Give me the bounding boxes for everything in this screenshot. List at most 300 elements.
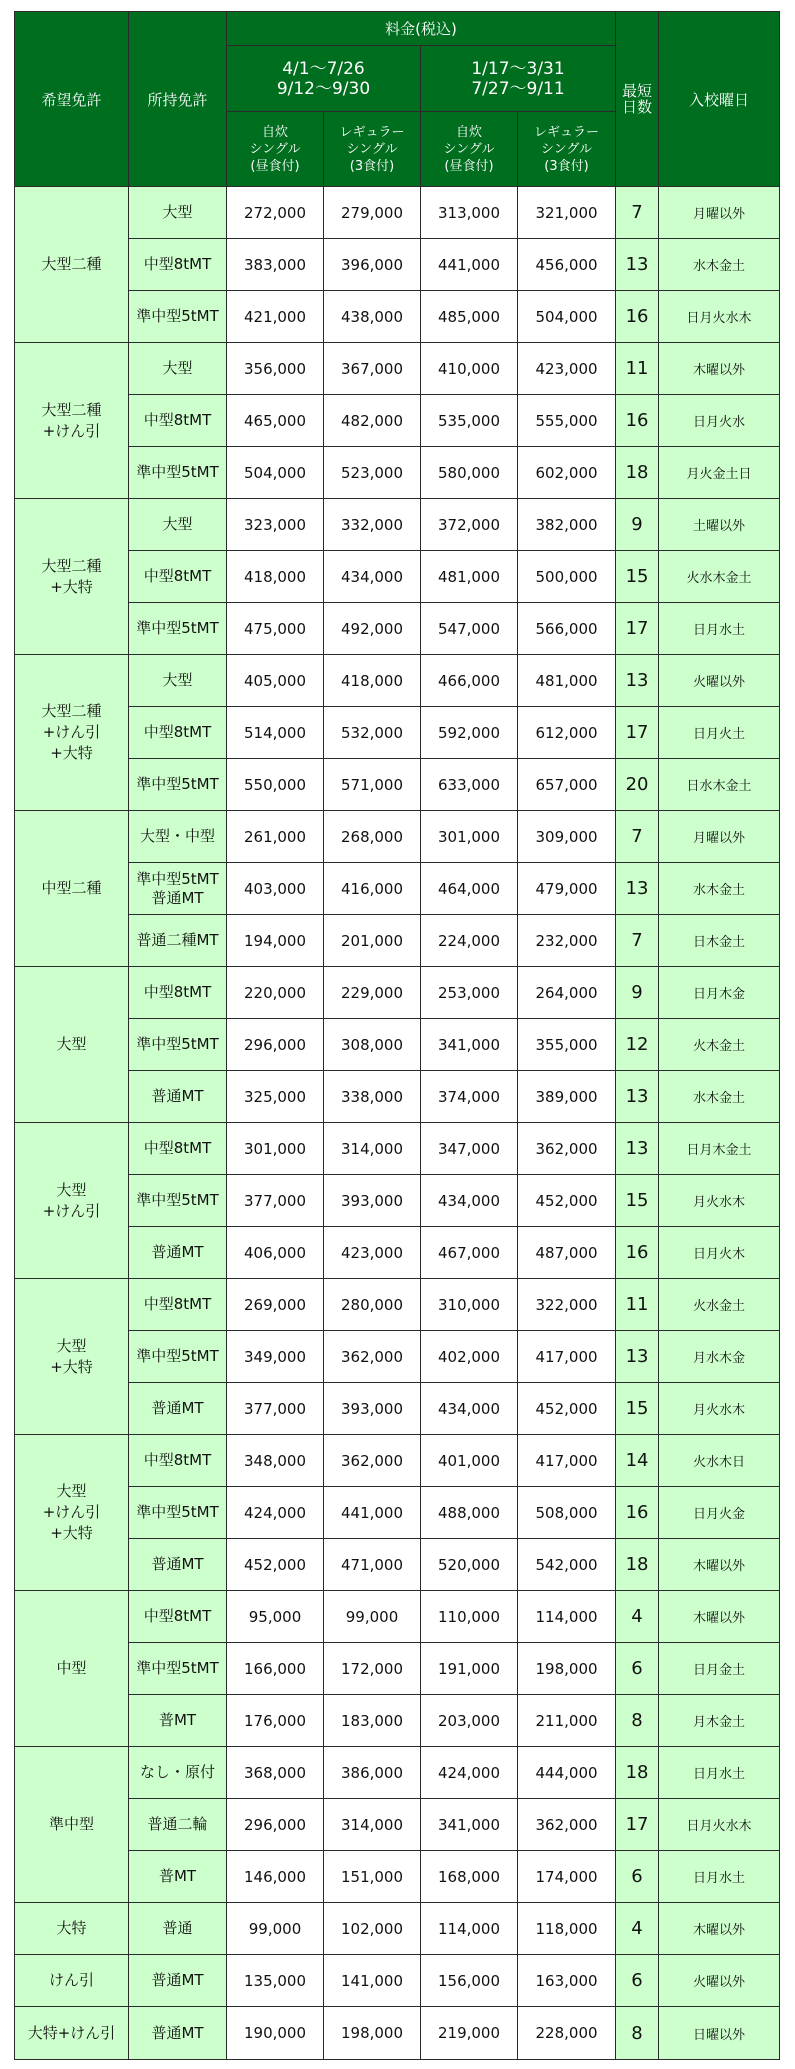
start-weekday-cell: 水木金土 (659, 239, 780, 291)
price-cell: 633,000 (421, 759, 518, 811)
own-license-cell (129, 1903, 227, 1955)
own-license-cell (129, 1643, 227, 1695)
price-cell: 349,000 (227, 1331, 324, 1383)
table-row (15, 1747, 780, 1799)
table-row (15, 2007, 780, 2060)
want-license-cell (15, 2007, 129, 2060)
price-cell: 198,000 (518, 1643, 616, 1695)
price-cell: 269,000 (227, 1279, 324, 1331)
price-cell: 362,000 (518, 1799, 616, 1851)
price-cell: 264,000 (518, 967, 616, 1019)
header-start-weekday: 入校曜日 (659, 12, 780, 187)
price-cell: 190,000 (227, 2007, 324, 2060)
price-cell: 441,000 (421, 239, 518, 291)
want-license-text: 大型二種 (41, 255, 102, 273)
price-cell: 296,000 (227, 1019, 324, 1071)
own-license-text: 中型8tMT (143, 1139, 212, 1157)
own-license-text: 中型8tMT (143, 1451, 212, 1469)
own-license-cell (129, 343, 227, 395)
min-days-cell: 15 (616, 1383, 659, 1435)
price-cell: 488,000 (421, 1487, 518, 1539)
price-cell: 452,000 (227, 1539, 324, 1591)
own-license-text: 準中型5tMT (136, 869, 219, 888)
table-row (15, 1487, 780, 1539)
own-license-cell (129, 1747, 227, 1799)
start-weekday-cell: 火木金土 (659, 1019, 780, 1071)
min-days-cell: 18 (616, 1747, 659, 1799)
start-weekday-cell: 日水木金土 (659, 759, 780, 811)
start-weekday-cell: 木曜以外 (659, 1591, 780, 1643)
want-license-text: 大型 (56, 1035, 87, 1053)
price-cell: 321,000 (518, 187, 616, 239)
price-cell: 466,000 (421, 655, 518, 707)
own-license-text: 普通MT (151, 888, 204, 907)
start-weekday-cell: 木曜以外 (659, 1903, 780, 1955)
want-license-text: +けん引 (42, 421, 101, 440)
own-license-cell (129, 239, 227, 291)
price-cell: 362,000 (518, 1123, 616, 1175)
min-days-cell: 7 (616, 187, 659, 239)
table-row (15, 1903, 780, 1955)
price-cell: 481,000 (518, 655, 616, 707)
header-period-a: 4/1～7/26 9/12～9/30 (227, 46, 421, 112)
price-cell: 485,000 (421, 291, 518, 343)
price-cell: 416,000 (324, 863, 421, 915)
own-license-text: 中型8tMT (143, 983, 212, 1001)
own-license-text: 大型・中型 (139, 827, 215, 845)
min-days-cell: 17 (616, 1799, 659, 1851)
want-license-text: 大型 (56, 1482, 87, 1500)
own-license-text: 普通二輪 (147, 1815, 208, 1833)
price-cell: 566,000 (518, 603, 616, 655)
own-license-cell (129, 759, 227, 811)
own-license-cell (129, 1799, 227, 1851)
start-weekday-cell: 火水木日 (659, 1435, 780, 1487)
start-weekday-cell: 月曜以外 (659, 187, 780, 239)
price-cell: 377,000 (227, 1383, 324, 1435)
start-weekday-cell: 月火水木 (659, 1175, 780, 1227)
own-license-text: 中型8tMT (143, 1607, 212, 1625)
own-license-cell (129, 187, 227, 239)
want-license-text: +大特 (50, 1357, 93, 1376)
price-cell: 580,000 (421, 447, 518, 499)
want-license-text: +けん引 (42, 723, 101, 741)
table-row (15, 395, 780, 447)
min-days-cell: 16 (616, 1487, 659, 1539)
price-cell: 156,000 (421, 1955, 518, 2007)
price-cell: 452,000 (518, 1383, 616, 1435)
price-cell: 481,000 (421, 551, 518, 603)
price-cell: 362,000 (324, 1331, 421, 1383)
want-license-text: +けん引 (42, 1503, 101, 1521)
price-cell: 166,000 (227, 1643, 324, 1695)
price-cell: 508,000 (518, 1487, 616, 1539)
price-cell: 535,000 (421, 395, 518, 447)
header-self-single-b: 自炊 シングル (昼食付) (421, 112, 518, 187)
min-days-cell: 12 (616, 1019, 659, 1071)
price-cell: 198,000 (324, 2007, 421, 2060)
price-cell: 500,000 (518, 551, 616, 603)
price-cell: 402,000 (421, 1331, 518, 1383)
price-cell: 532,000 (324, 707, 421, 759)
own-license-cell (129, 1487, 227, 1539)
price-cell: 571,000 (324, 759, 421, 811)
price-cell: 393,000 (324, 1175, 421, 1227)
price-cell: 555,000 (518, 395, 616, 447)
own-license-cell (129, 1383, 227, 1435)
price-cell: 279,000 (324, 187, 421, 239)
min-days-cell: 8 (616, 1695, 659, 1747)
start-weekday-cell: 水木金土 (659, 1071, 780, 1123)
start-weekday-cell: 木曜以外 (659, 343, 780, 395)
price-cell: 135,000 (227, 1955, 324, 2007)
price-cell: 114,000 (518, 1591, 616, 1643)
price-cell: 475,000 (227, 603, 324, 655)
own-license-cell (129, 1955, 227, 2007)
own-license-text: 普通MT (151, 1087, 204, 1105)
price-cell: 118,000 (518, 1903, 616, 1955)
table-row (15, 1643, 780, 1695)
price-cell: 504,000 (227, 447, 324, 499)
start-weekday-cell: 日月水土 (659, 603, 780, 655)
want-license-text: 準中型 (48, 1815, 94, 1833)
want-license-cell (15, 1435, 129, 1591)
want-license-text: 大型二種 (41, 556, 102, 575)
start-weekday-cell: 月水木金 (659, 1331, 780, 1383)
own-license-text: 準中型5tMT (136, 1035, 219, 1053)
table-row (15, 1851, 780, 1903)
own-license-text: 普通MT (151, 1243, 204, 1261)
min-days-cell: 7 (616, 811, 659, 863)
table-row (15, 707, 780, 759)
want-license-text: 中型二種 (41, 879, 102, 897)
own-license-cell (129, 1175, 227, 1227)
price-table-container (14, 11, 780, 2060)
own-license-cell (129, 863, 227, 915)
price-cell: 467,000 (421, 1227, 518, 1279)
min-days-cell: 14 (616, 1435, 659, 1487)
table-row (15, 1955, 780, 2007)
own-license-cell (129, 395, 227, 447)
price-cell: 396,000 (324, 239, 421, 291)
start-weekday-cell: 木曜以外 (659, 1539, 780, 1591)
want-license-cell (15, 811, 129, 967)
want-license-cell (15, 967, 129, 1123)
price-cell: 406,000 (227, 1227, 324, 1279)
start-weekday-cell: 日月水土 (659, 1851, 780, 1903)
want-license-text: +大特 (50, 744, 93, 762)
min-days-cell: 11 (616, 1279, 659, 1331)
table-row (15, 1435, 780, 1487)
own-license-cell (129, 1019, 227, 1071)
price-cell: 102,000 (324, 1903, 421, 1955)
price-cell: 547,000 (421, 603, 518, 655)
start-weekday-cell: 月火金土日 (659, 447, 780, 499)
price-cell: 296,000 (227, 1799, 324, 1851)
own-license-text: 中型8tMT (143, 723, 212, 741)
start-weekday-cell: 日曜以外 (659, 2007, 780, 2060)
price-cell: 405,000 (227, 655, 324, 707)
want-license-cell (15, 1903, 129, 1955)
price-cell: 163,000 (518, 1955, 616, 2007)
price-cell: 401,000 (421, 1435, 518, 1487)
start-weekday-cell: 水木金土 (659, 863, 780, 915)
table-row (15, 1175, 780, 1227)
price-cell: 418,000 (227, 551, 324, 603)
min-days-cell: 7 (616, 915, 659, 967)
own-license-text: 普通MT (151, 1555, 204, 1573)
price-cell: 308,000 (324, 1019, 421, 1071)
price-cell: 386,000 (324, 1747, 421, 1799)
price-cell: 550,000 (227, 759, 324, 811)
own-license-text: 大型 (162, 203, 193, 221)
min-days-cell: 9 (616, 499, 659, 551)
price-cell: 151,000 (324, 1851, 421, 1903)
price-cell: 174,000 (518, 1851, 616, 1903)
min-days-cell: 6 (616, 1643, 659, 1695)
price-cell: 355,000 (518, 1019, 616, 1071)
want-license-cell (15, 1279, 129, 1435)
price-cell: 348,000 (227, 1435, 324, 1487)
min-days-cell: 6 (616, 1851, 659, 1903)
price-cell: 332,000 (324, 499, 421, 551)
price-cell: 280,000 (324, 1279, 421, 1331)
min-days-cell: 15 (616, 551, 659, 603)
price-cell: 423,000 (324, 1227, 421, 1279)
price-cell: 201,000 (324, 915, 421, 967)
price-cell: 229,000 (324, 967, 421, 1019)
price-cell: 325,000 (227, 1071, 324, 1123)
price-cell: 456,000 (518, 239, 616, 291)
own-license-text: 普MT (158, 1867, 197, 1885)
header-price: 料金(税込) (227, 12, 616, 46)
own-license-text: 大型 (162, 671, 193, 689)
want-license-text: けん引 (48, 1971, 94, 1989)
start-weekday-cell: 日月木金土 (659, 1123, 780, 1175)
own-license-cell (129, 967, 227, 1019)
own-license-cell (129, 707, 227, 759)
want-license-cell (15, 1747, 129, 1903)
own-license-text: 準中型5tMT (136, 775, 219, 793)
min-days-cell: 18 (616, 447, 659, 499)
table-row (15, 1799, 780, 1851)
header-regular-single-a: レギュラー シングル (3食付) (324, 112, 421, 187)
price-cell: 338,000 (324, 1071, 421, 1123)
price-cell: 403,000 (227, 863, 324, 915)
price-cell: 253,000 (421, 967, 518, 1019)
start-weekday-cell: 火曜以外 (659, 655, 780, 707)
min-days-cell: 4 (616, 1903, 659, 1955)
start-weekday-cell: 日月火土 (659, 707, 780, 759)
price-cell: 191,000 (421, 1643, 518, 1695)
start-weekday-cell: 日月水土 (659, 1747, 780, 1799)
price-cell: 542,000 (518, 1539, 616, 1591)
table-row (15, 915, 780, 967)
min-days-cell: 18 (616, 1539, 659, 1591)
min-days-cell: 16 (616, 1227, 659, 1279)
table-row (15, 551, 780, 603)
own-license-text: 普通MT (151, 2023, 204, 2042)
min-days-cell: 4 (616, 1591, 659, 1643)
start-weekday-cell: 火水木金土 (659, 551, 780, 603)
price-cell: 410,000 (421, 343, 518, 395)
min-days-cell: 9 (616, 967, 659, 1019)
own-license-cell (129, 447, 227, 499)
min-days-cell: 6 (616, 1955, 659, 2007)
price-cell: 301,000 (227, 1123, 324, 1175)
table-row (15, 1019, 780, 1071)
start-weekday-cell: 日月火水木 (659, 1799, 780, 1851)
table-row (15, 863, 780, 915)
price-cell: 99,000 (227, 1903, 324, 1955)
want-license-cell (15, 1591, 129, 1747)
min-days-cell: 13 (616, 239, 659, 291)
price-cell: 504,000 (518, 291, 616, 343)
own-license-cell (129, 811, 227, 863)
min-days-cell: 20 (616, 759, 659, 811)
own-license-text: 準中型5tMT (136, 1191, 219, 1209)
own-license-text: なし・原付 (139, 1763, 215, 1781)
want-license-text: 大型 (56, 1336, 87, 1355)
price-cell: 309,000 (518, 811, 616, 863)
price-cell: 382,000 (518, 499, 616, 551)
price-cell: 372,000 (421, 499, 518, 551)
price-cell: 368,000 (227, 1747, 324, 1799)
want-license-cell (15, 655, 129, 811)
want-license-text: +大特 (50, 577, 93, 596)
own-license-cell (129, 655, 227, 707)
start-weekday-cell: 日木金土 (659, 915, 780, 967)
price-cell: 444,000 (518, 1747, 616, 1799)
price-cell: 434,000 (324, 551, 421, 603)
price-cell: 424,000 (421, 1747, 518, 1799)
start-weekday-cell: 火水金土 (659, 1279, 780, 1331)
start-weekday-cell: 日月金土 (659, 1643, 780, 1695)
table-row (15, 343, 780, 395)
price-cell: 479,000 (518, 863, 616, 915)
own-license-text: 中型8tMT (143, 411, 212, 429)
table-row (15, 1591, 780, 1643)
price-cell: 168,000 (421, 1851, 518, 1903)
table-row (15, 291, 780, 343)
price-cell: 441,000 (324, 1487, 421, 1539)
price-cell: 183,000 (324, 1695, 421, 1747)
price-cell: 314,000 (324, 1799, 421, 1851)
min-days-cell: 17 (616, 603, 659, 655)
own-license-cell (129, 1123, 227, 1175)
table-row (15, 1279, 780, 1331)
own-license-cell (129, 1331, 227, 1383)
own-license-cell (129, 1591, 227, 1643)
price-cell: 592,000 (421, 707, 518, 759)
price-cell: 95,000 (227, 1591, 324, 1643)
price-cell: 232,000 (518, 915, 616, 967)
min-days-cell: 17 (616, 707, 659, 759)
want-license-text: 大型二種 (41, 400, 102, 419)
own-license-text: 大型 (162, 515, 193, 533)
want-license-text: 大型 (56, 1180, 87, 1199)
price-cell: 141,000 (324, 1955, 421, 2007)
own-license-cell (129, 499, 227, 551)
start-weekday-cell: 月木金土 (659, 1695, 780, 1747)
min-days-cell: 13 (616, 1123, 659, 1175)
own-license-cell (129, 1695, 227, 1747)
min-days-cell: 16 (616, 395, 659, 447)
price-cell: 220,000 (227, 967, 324, 1019)
price-cell: 356,000 (227, 343, 324, 395)
own-license-text: 普通MT (151, 1971, 204, 1989)
price-cell: 434,000 (421, 1383, 518, 1435)
price-cell: 377,000 (227, 1175, 324, 1227)
price-cell: 464,000 (421, 863, 518, 915)
price-cell: 261,000 (227, 811, 324, 863)
header-want-license: 希望免許 (15, 12, 129, 187)
price-cell: 657,000 (518, 759, 616, 811)
own-license-cell (129, 1539, 227, 1591)
own-license-cell (129, 1071, 227, 1123)
table-row (15, 1071, 780, 1123)
table-row (15, 187, 780, 239)
want-license-cell (15, 343, 129, 499)
min-days-cell: 13 (616, 1331, 659, 1383)
want-license-cell (15, 1955, 129, 2007)
price-cell: 471,000 (324, 1539, 421, 1591)
price-cell: 423,000 (518, 343, 616, 395)
price-cell: 347,000 (421, 1123, 518, 1175)
price-cell: 602,000 (518, 447, 616, 499)
price-cell: 383,000 (227, 239, 324, 291)
price-cell: 272,000 (227, 187, 324, 239)
own-license-cell (129, 603, 227, 655)
start-weekday-cell: 火曜以外 (659, 1955, 780, 2007)
price-cell: 211,000 (518, 1695, 616, 1747)
price-cell: 146,000 (227, 1851, 324, 1903)
start-weekday-cell: 日月火木 (659, 1227, 780, 1279)
price-cell: 421,000 (227, 291, 324, 343)
table-row (15, 811, 780, 863)
own-license-text: 準中型5tMT (136, 1347, 219, 1365)
price-cell: 465,000 (227, 395, 324, 447)
table-body (15, 187, 780, 2060)
price-cell: 228,000 (518, 2007, 616, 2060)
price-cell: 523,000 (324, 447, 421, 499)
table-row (15, 967, 780, 1019)
start-weekday-cell: 日月火金 (659, 1487, 780, 1539)
price-cell: 99,000 (324, 1591, 421, 1643)
own-license-text: 普通二種MT (136, 931, 219, 949)
start-weekday-cell: 日月火水 (659, 395, 780, 447)
table-row (15, 1539, 780, 1591)
own-license-cell (129, 291, 227, 343)
price-cell: 424,000 (227, 1487, 324, 1539)
price-cell: 341,000 (421, 1019, 518, 1071)
price-cell: 219,000 (421, 2007, 518, 2060)
min-days-cell: 13 (616, 655, 659, 707)
table-header (15, 12, 780, 187)
want-license-text: 大特 (56, 1919, 87, 1937)
table-row (15, 1695, 780, 1747)
price-cell: 520,000 (421, 1539, 518, 1591)
price-cell: 612,000 (518, 707, 616, 759)
price-cell: 203,000 (421, 1695, 518, 1747)
price-cell: 313,000 (421, 187, 518, 239)
price-cell: 224,000 (421, 915, 518, 967)
min-days-cell: 8 (616, 2007, 659, 2060)
price-cell: 301,000 (421, 811, 518, 863)
start-weekday-cell: 月火水木 (659, 1383, 780, 1435)
start-weekday-cell: 土曜以外 (659, 499, 780, 551)
price-cell: 314,000 (324, 1123, 421, 1175)
